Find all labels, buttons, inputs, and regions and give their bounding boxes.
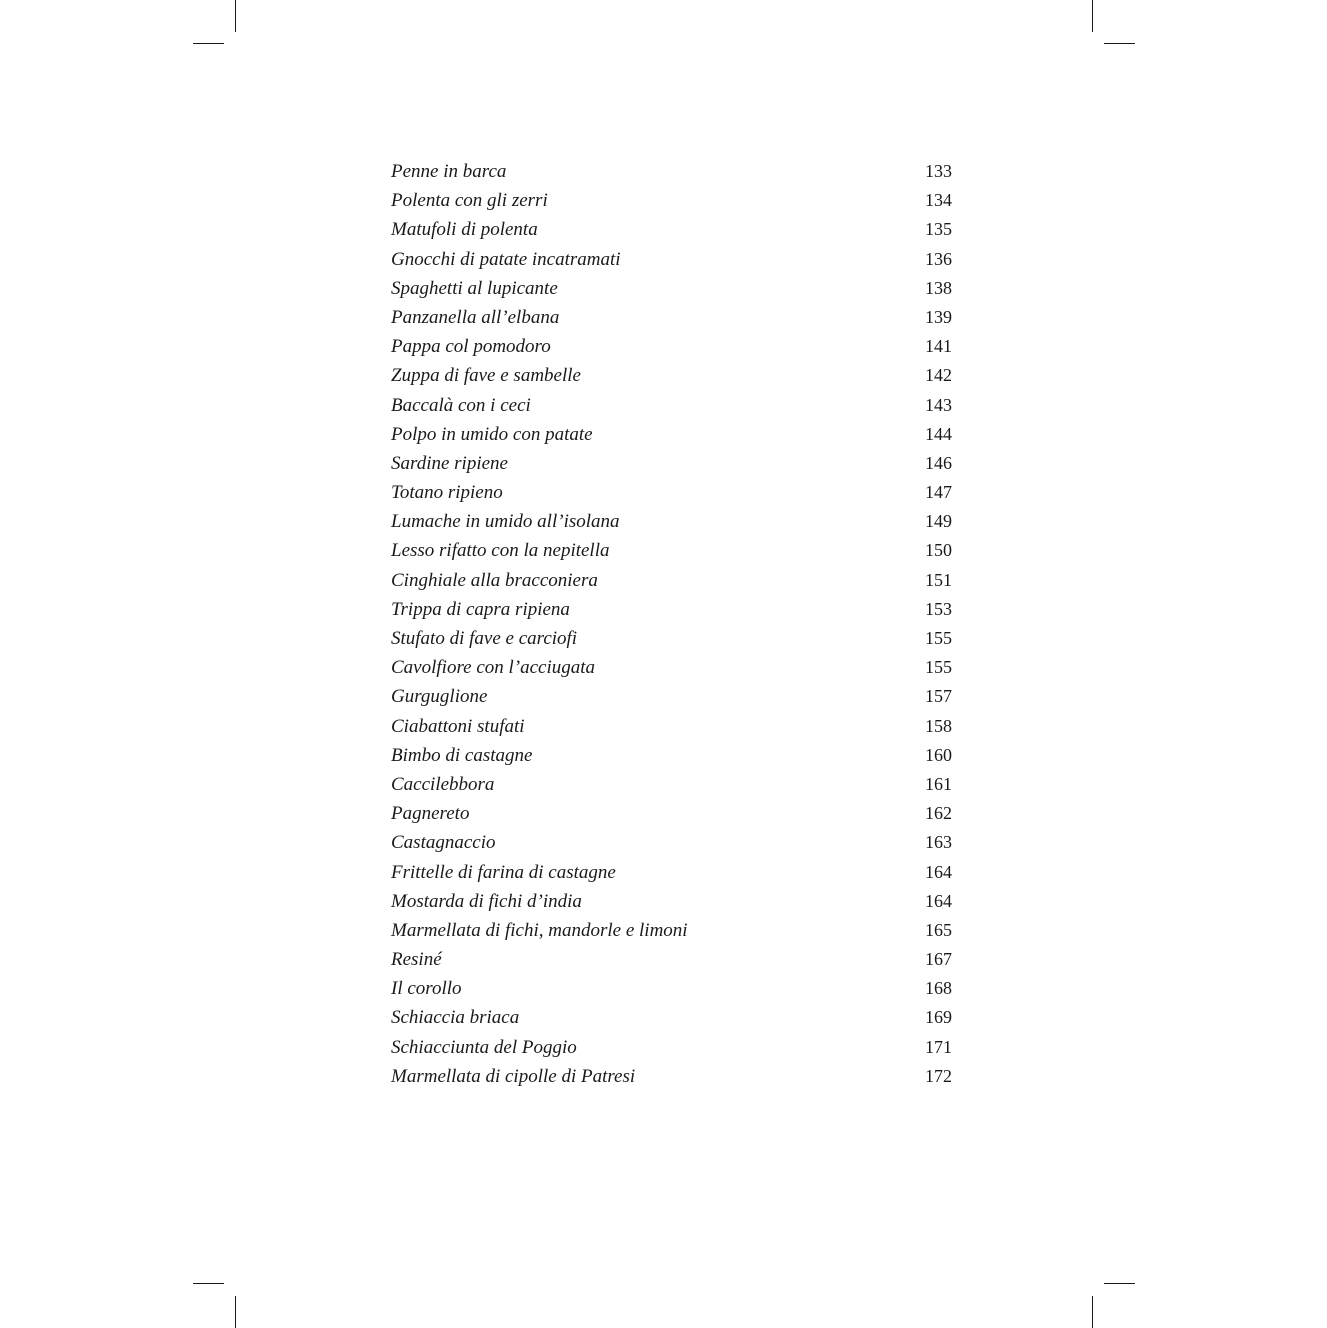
toc-entry-page-number: 164 [925,890,952,911]
toc-entry [391,1033,952,1062]
toc-entry [391,391,952,420]
toc-entry [391,186,952,215]
toc-entry-title: Mostarda di fichi d’india [391,890,582,912]
toc-entry-title: Resiné [391,949,442,971]
toc-entry [391,624,952,653]
toc-entry [391,215,952,244]
toc-entry-title: Zuppa di fave e sambelle [391,365,581,387]
toc-entry-page-number: 168 [925,978,952,999]
toc-entry [391,858,952,887]
toc-entry-title: Bimbo di castagne [391,744,533,766]
toc-entry-title: Penne in barca [391,161,507,182]
toc-entry [391,945,952,974]
toc-entry [391,682,952,711]
toc-entry-page-number: 162 [925,803,952,824]
toc-entry-page-number: 158 [925,715,952,736]
toc-entry-page-number: 134 [925,190,952,211]
toc-entry [391,536,952,565]
toc-entry-page-number: 144 [925,423,952,444]
toc-entry-page-number: 155 [925,628,952,648]
toc-entry-title: Totano ripieno [391,482,503,504]
toc-entry [391,974,952,1003]
toc-entry-title: Il corollo [391,978,462,1000]
toc-entry [391,712,952,741]
toc-entry-page-number: 135 [925,219,952,240]
toc-entry-title: Polenta con gli zerri [391,190,548,212]
toc-entry-title: Marmellata di fichi, mandorle e limoni [391,919,688,941]
toc-entry-title: Polpo in umido con patate [391,423,593,445]
crop-mark-top-left-vertical [235,0,236,32]
toc-entry [391,478,952,507]
crop-mark-bottom-right-vertical [1092,1296,1093,1328]
toc-entry-title: Gurguglione [391,686,488,708]
toc-entry-page-number: 153 [925,598,952,619]
toc-entry [391,1062,952,1091]
toc-entry [391,449,952,478]
toc-entry-page-number: 138 [925,277,952,298]
toc-entry [391,420,952,449]
toc-entry-page-number: 143 [925,394,952,415]
toc-entry-title: Stufato di fave e carciofi [391,628,578,649]
toc-entry [391,1003,952,1032]
toc-entry-page-number: 160 [925,744,952,765]
toc-entry-page-number: 171 [925,1036,952,1057]
toc-entry-page-number: 133 [925,161,952,181]
toc-entry-page-number: 141 [925,336,952,357]
toc-entry-title: Schiacciunta del Poggio [391,1036,577,1058]
toc-entry [391,566,952,595]
toc-entry [391,332,952,361]
toc-entry-page-number: 150 [925,540,952,561]
toc-entry [391,274,952,303]
crop-mark-top-left-horizontal [193,43,224,44]
toc-entry-page-number: 161 [925,773,952,794]
toc-entry-page-number: 165 [925,919,952,940]
toc-entry-title: Lesso rifatto con la nepitella [391,540,610,562]
table-of-contents [391,157,952,1091]
toc-entry-page-number: 142 [925,365,952,386]
toc-entry [391,887,952,916]
toc-entry [391,303,952,332]
toc-entry-page-number: 136 [925,248,952,269]
toc-entry-title: Pappa col pomodoro [391,336,551,358]
toc-entry-title: Pagnereto [391,803,470,825]
toc-entry [391,157,952,186]
toc-entry-title: Gnocchi di patate incatramati [391,248,621,270]
toc-entry-page-number: 164 [925,861,952,882]
toc-entry-title: Ciabattoni stufati [391,715,525,737]
toc-entry-page-number: 147 [925,482,952,503]
crop-mark-bottom-left-vertical [235,1296,236,1328]
toc-entry-page-number: 157 [925,686,952,707]
crop-mark-top-right-horizontal [1104,43,1135,44]
toc-entry-title: Sardine ripiene [391,452,508,474]
toc-entry-page-number: 172 [925,1065,952,1086]
toc-entry-title: Trippa di capra ripiena [391,598,570,620]
crop-mark-bottom-right-horizontal [1104,1283,1135,1284]
toc-entry [391,245,952,274]
crop-mark-top-right-vertical [1092,0,1093,32]
toc-entry-title: Caccilebbora [391,773,495,795]
toc-entry [391,595,952,624]
toc-entry [391,653,952,682]
toc-entry-title: Marmellata di cipolle di Patresi [391,1065,636,1087]
toc-entry-title: Cavolfiore con l’acciugata [391,657,596,679]
toc-entry-page-number: 167 [925,949,952,970]
toc-entry [391,916,952,945]
toc-entry-title: Lumache in umido all’isolana [391,511,620,533]
toc-entry-page-number: 146 [925,452,952,473]
toc-entry-title: Cinghiale alla bracconiera [391,569,598,591]
toc-entry-page-number: 149 [925,511,952,532]
toc-entry-title: Castagnaccio [391,832,496,854]
toc-entry-page-number: 151 [925,569,952,590]
toc-entry [391,770,952,799]
toc-entry-title: Frittelle di farina di castagne [391,861,616,883]
crop-mark-bottom-left-horizontal [193,1283,224,1284]
toc-entry [391,741,952,770]
toc-entry [391,507,952,536]
toc-entry-page-number: 155 [925,657,952,678]
toc-entry [391,799,952,828]
toc-entry-title: Spaghetti al lupicante [391,277,558,299]
toc-entry-title: Baccalà con i ceci [391,394,531,416]
toc-entry [391,828,952,857]
toc-entry-title: Matufoli di polenta [391,219,538,241]
toc-entry-page-number: 169 [925,1007,952,1028]
toc-entry-title: Schiaccia briaca [391,1007,520,1029]
toc-entry [391,361,952,390]
toc-entry-title: Panzanella all’elbana [391,306,560,328]
toc-entry-page-number: 139 [925,306,952,327]
toc-entry-page-number: 163 [925,832,952,853]
